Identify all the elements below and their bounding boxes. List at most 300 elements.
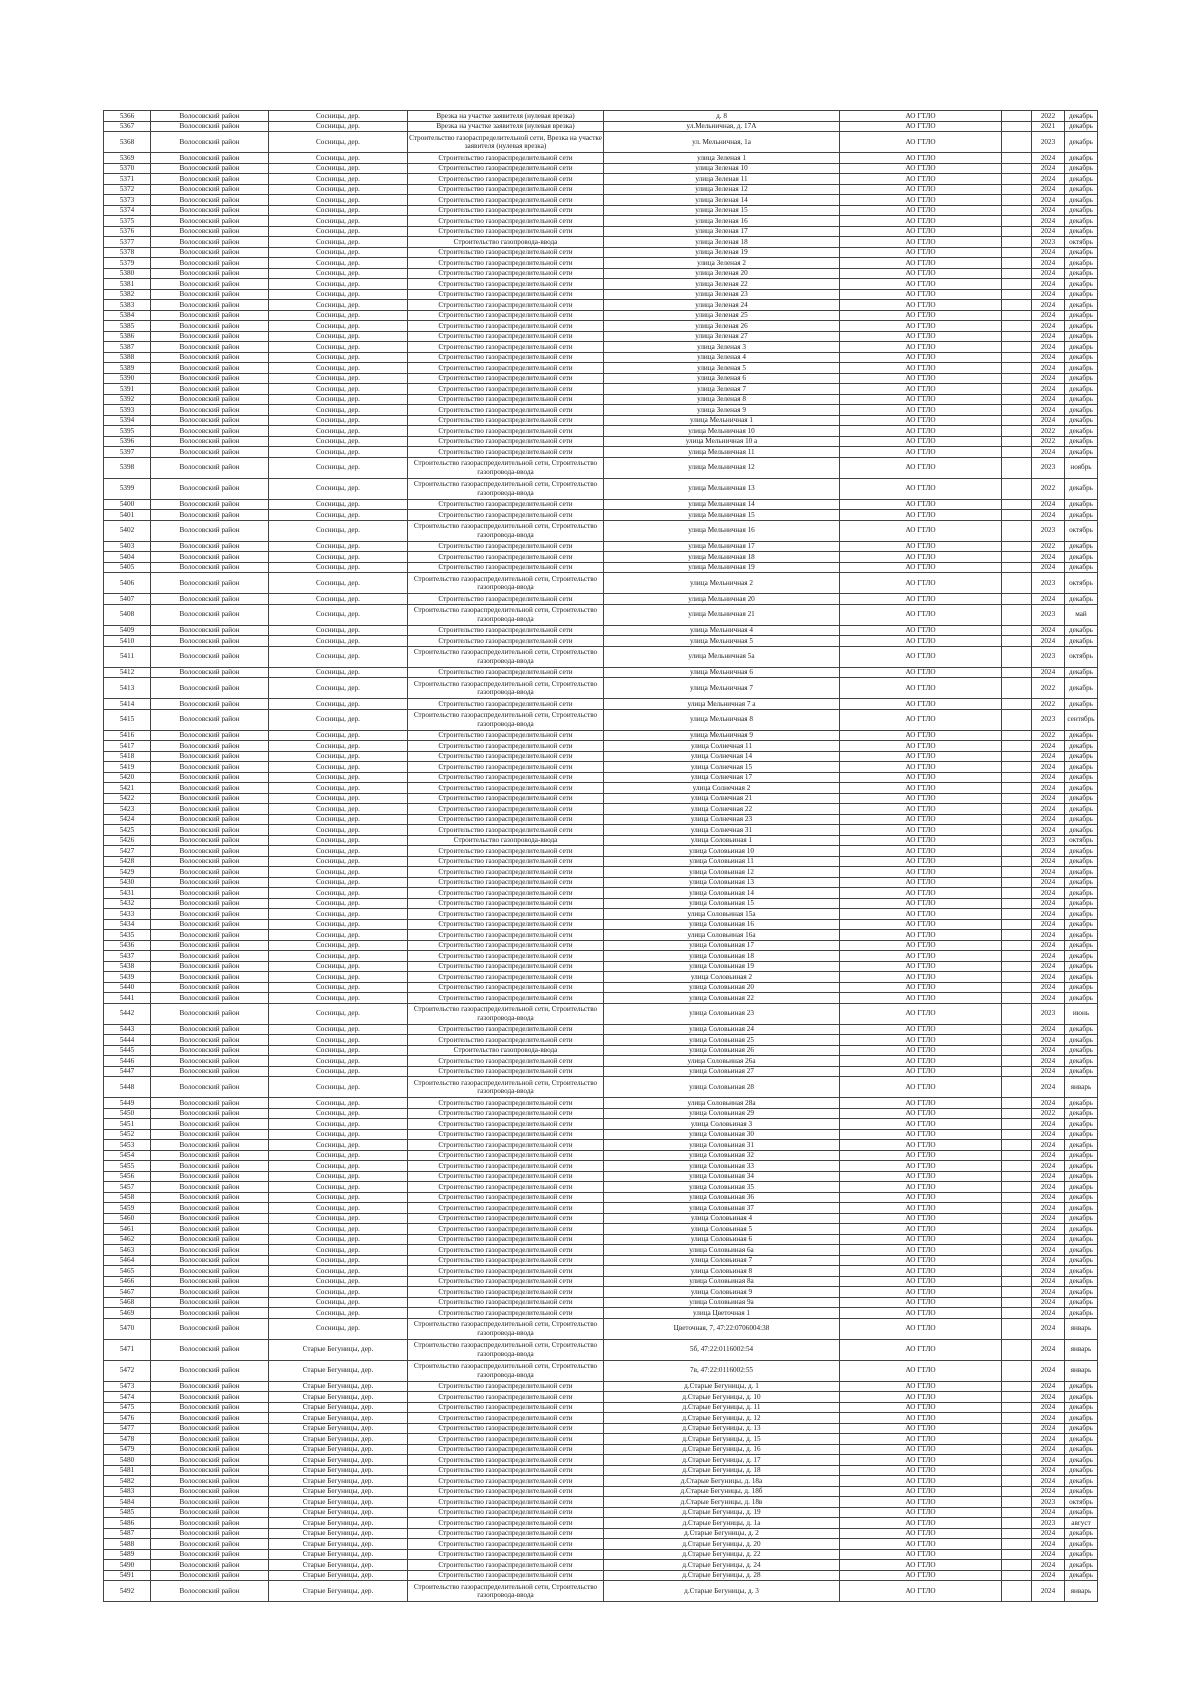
district-cell: Волосовский район xyxy=(151,1129,269,1140)
settlement-cell: Сосницы, дер. xyxy=(269,982,408,993)
row-number-cell: 5406 xyxy=(104,573,151,594)
district-cell: Волосовский район xyxy=(151,1308,269,1319)
address-cell: улица Соловьиная 17 xyxy=(604,940,840,951)
settlement-cell: Сосницы, дер. xyxy=(269,951,408,962)
contractor-cell: АО ГТЛО xyxy=(840,163,1002,174)
month-cell: декабрь xyxy=(1065,394,1098,405)
district-cell: Волосовский район xyxy=(151,699,269,710)
row-number-cell: 5388 xyxy=(104,352,151,363)
year-cell: 2024 xyxy=(1032,1444,1065,1455)
settlement-cell: Сосницы, дер. xyxy=(269,426,408,437)
district-cell: Волосовский район xyxy=(151,300,269,311)
work-type-cell: Строительство газопровода-ввода xyxy=(408,835,604,846)
month-cell: декабрь xyxy=(1065,699,1098,710)
month-cell: декабрь xyxy=(1065,1108,1098,1119)
table-row xyxy=(104,520,1098,541)
table-row xyxy=(104,289,1098,300)
address-cell: улица Соловьиная 28 xyxy=(604,1077,840,1098)
table-row xyxy=(104,835,1098,846)
year-cell: 2024 xyxy=(1032,1392,1065,1403)
year-cell: 2024 xyxy=(1032,1434,1065,1445)
address-cell: д.Старые Бегуницы, д. 18 xyxy=(604,1465,840,1476)
spacer-cell xyxy=(1002,951,1032,962)
settlement-cell: Сосницы, дер. xyxy=(269,846,408,857)
settlement-cell: Сосницы, дер. xyxy=(269,289,408,300)
row-number-cell: 5372 xyxy=(104,184,151,195)
row-number-cell: 5431 xyxy=(104,888,151,899)
district-cell: Волосовский район xyxy=(151,1497,269,1508)
table-row xyxy=(104,1192,1098,1203)
address-cell: улица Зеленая 6 xyxy=(604,373,840,384)
table-row xyxy=(104,982,1098,993)
year-cell: 2024 xyxy=(1032,300,1065,311)
contractor-cell: АО ГТЛО xyxy=(840,877,1002,888)
year-cell: 2024 xyxy=(1032,856,1065,867)
year-cell: 2023 xyxy=(1032,835,1065,846)
district-cell: Волосовский район xyxy=(151,1570,269,1581)
month-cell: декабрь xyxy=(1065,1402,1098,1413)
spacer-cell xyxy=(1002,1045,1032,1056)
spacer-cell xyxy=(1002,825,1032,836)
contractor-cell: АО ГТЛО xyxy=(840,1098,1002,1109)
work-type-cell: Строительство газораспределительной сети, Строительство газопровода-ввода xyxy=(408,1077,604,1098)
spacer-cell xyxy=(1002,352,1032,363)
work-type-cell: Строительство газораспределительной сети, Строительство газопровода-ввода xyxy=(408,573,604,594)
contractor-cell: АО ГТЛО xyxy=(840,1360,1002,1381)
spacer-cell xyxy=(1002,163,1032,174)
settlement-cell: Сосницы, дер. xyxy=(269,237,408,248)
month-cell: декабрь xyxy=(1065,1182,1098,1193)
month-cell: декабрь xyxy=(1065,1056,1098,1067)
work-type-cell: Строительство газораспределительной сети xyxy=(408,1213,604,1224)
district-cell: Волосовский район xyxy=(151,1161,269,1172)
settlement-cell: Сосницы, дер. xyxy=(269,562,408,573)
district-cell: Волосовский район xyxy=(151,1297,269,1308)
contractor-cell: АО ГТЛО xyxy=(840,1045,1002,1056)
address-cell: улица Соловьиная 8а xyxy=(604,1276,840,1287)
settlement-cell: Сосницы, дер. xyxy=(269,1276,408,1287)
year-cell: 2022 xyxy=(1032,1108,1065,1119)
year-cell: 2024 xyxy=(1032,499,1065,510)
table-row xyxy=(104,1108,1098,1119)
year-cell: 2024 xyxy=(1032,741,1065,752)
year-cell: 2024 xyxy=(1032,1182,1065,1193)
table-row xyxy=(104,1098,1098,1109)
spacer-cell xyxy=(1002,174,1032,185)
month-cell: декабрь xyxy=(1065,1528,1098,1539)
contractor-cell: АО ГТЛО xyxy=(840,1213,1002,1224)
work-type-cell: Строительство газораспределительной сети xyxy=(408,1129,604,1140)
address-cell: д.Старые Бегуницы, д. 24 xyxy=(604,1560,840,1571)
spacer-cell xyxy=(1002,667,1032,678)
address-cell: д.Старые Бегуницы, д. 10 xyxy=(604,1392,840,1403)
year-cell: 2024 xyxy=(1032,972,1065,983)
month-cell: декабрь xyxy=(1065,174,1098,185)
district-cell: Волосовский район xyxy=(151,1140,269,1151)
district-cell: Волосовский район xyxy=(151,594,269,605)
spacer-cell xyxy=(1002,541,1032,552)
work-type-cell: Строительство газораспределительной сети xyxy=(408,1098,604,1109)
month-cell: декабрь xyxy=(1065,1392,1098,1403)
address-cell: улица Соловьиная 3 xyxy=(604,1119,840,1130)
contractor-cell: АО ГТЛО xyxy=(840,1056,1002,1067)
settlement-cell: Старые Бегуницы, дер. xyxy=(269,1518,408,1529)
year-cell: 2024 xyxy=(1032,762,1065,773)
contractor-cell: АО ГТЛО xyxy=(840,1581,1002,1602)
year-cell: 2024 xyxy=(1032,898,1065,909)
work-type-cell: Строительство газораспределительной сети xyxy=(408,772,604,783)
year-cell: 2024 xyxy=(1032,772,1065,783)
year-cell: 2023 xyxy=(1032,1003,1065,1024)
row-number-cell: 5456 xyxy=(104,1171,151,1182)
table-row xyxy=(104,426,1098,437)
table-row xyxy=(104,321,1098,332)
work-type-cell: Строительство газораспределительной сети xyxy=(408,1539,604,1550)
table-row xyxy=(104,132,1098,153)
row-number-cell: 5371 xyxy=(104,174,151,185)
address-cell: улица Солнечная 2 xyxy=(604,783,840,794)
district-cell: Волосовский район xyxy=(151,415,269,426)
table-row xyxy=(104,1539,1098,1550)
district-cell: Волосовский район xyxy=(151,1465,269,1476)
gasification-table xyxy=(103,110,1098,1602)
work-type-cell: Строительство газораспределительной сети xyxy=(408,867,604,878)
district-cell: Волосовский район xyxy=(151,331,269,342)
month-cell: декабрь xyxy=(1065,331,1098,342)
contractor-cell: АО ГТЛО xyxy=(840,846,1002,857)
address-cell: улица Соловьиная 15 xyxy=(604,898,840,909)
month-cell: декабрь xyxy=(1065,772,1098,783)
row-number-cell: 5418 xyxy=(104,751,151,762)
address-cell: д.Старые Бегуницы, д. 18в xyxy=(604,1497,840,1508)
month-cell: декабрь xyxy=(1065,268,1098,279)
work-type-cell: Строительство газораспределительной сети xyxy=(408,594,604,605)
address-cell: улица Соловьиная 26а xyxy=(604,1056,840,1067)
contractor-cell: АО ГТЛО xyxy=(840,1108,1002,1119)
spacer-cell xyxy=(1002,363,1032,374)
spacer-cell xyxy=(1002,1455,1032,1466)
table-row xyxy=(104,331,1098,342)
table-row xyxy=(104,1224,1098,1235)
contractor-cell: АО ГТЛО xyxy=(840,1381,1002,1392)
contractor-cell: АО ГТЛО xyxy=(840,1245,1002,1256)
work-type-cell: Строительство газораспределительной сети xyxy=(408,982,604,993)
work-type-cell: Строительство газораспределительной сети xyxy=(408,247,604,258)
table-row xyxy=(104,153,1098,164)
table-row xyxy=(104,1518,1098,1529)
contractor-cell: АО ГТЛО xyxy=(840,132,1002,153)
work-type-cell: Строительство газораспределительной сети xyxy=(408,415,604,426)
spacer-cell xyxy=(1002,247,1032,258)
table-row xyxy=(104,804,1098,815)
address-cell: улица Мельничная 8 xyxy=(604,709,840,730)
address-cell: улица Зеленая 23 xyxy=(604,289,840,300)
work-type-cell: Строительство газораспределительной сети xyxy=(408,174,604,185)
year-cell: 2024 xyxy=(1032,1581,1065,1602)
work-type-cell: Строительство газораспределительной сети xyxy=(408,730,604,741)
table-row xyxy=(104,1077,1098,1098)
month-cell: декабрь xyxy=(1065,321,1098,332)
document-page xyxy=(103,110,1094,1602)
spacer-cell xyxy=(1002,1507,1032,1518)
row-number-cell: 5455 xyxy=(104,1161,151,1172)
year-cell: 2024 xyxy=(1032,279,1065,290)
row-number-cell: 5395 xyxy=(104,426,151,437)
month-cell: декабрь xyxy=(1065,1455,1098,1466)
district-cell: Волосовский район xyxy=(151,457,269,478)
settlement-cell: Сосницы, дер. xyxy=(269,888,408,899)
table-row xyxy=(104,268,1098,279)
month-cell: декабрь xyxy=(1065,1129,1098,1140)
settlement-cell: Сосницы, дер. xyxy=(269,216,408,227)
table-row xyxy=(104,1255,1098,1266)
settlement-cell: Старые Бегуницы, дер. xyxy=(269,1465,408,1476)
year-cell: 2024 xyxy=(1032,415,1065,426)
year-cell: 2024 xyxy=(1032,636,1065,647)
spacer-cell xyxy=(1002,1129,1032,1140)
work-type-cell: Строительство газораспределительной сети xyxy=(408,258,604,269)
address-cell: д.Старые Бегуницы, д. 1а xyxy=(604,1518,840,1529)
table-row xyxy=(104,1476,1098,1487)
year-cell: 2024 xyxy=(1032,1045,1065,1056)
table-row xyxy=(104,972,1098,983)
work-type-cell: Строительство газораспределительной сети xyxy=(408,1476,604,1487)
contractor-cell: АО ГТЛО xyxy=(840,1402,1002,1413)
contractor-cell: АО ГТЛО xyxy=(840,730,1002,741)
contractor-cell: АО ГТЛО xyxy=(840,562,1002,573)
district-cell: Волосовский район xyxy=(151,562,269,573)
address-cell: улица Мельничная 19 xyxy=(604,562,840,573)
table-row xyxy=(104,741,1098,752)
work-type-cell: Строительство газораспределительной сети xyxy=(408,1108,604,1119)
table-row xyxy=(104,1392,1098,1403)
settlement-cell: Сосницы, дер. xyxy=(269,541,408,552)
month-cell: декабрь xyxy=(1065,1381,1098,1392)
district-cell: Волосовский район xyxy=(151,751,269,762)
address-cell: улица Соловьиная 33 xyxy=(604,1161,840,1172)
contractor-cell: АО ГТЛО xyxy=(840,867,1002,878)
contractor-cell: АО ГТЛО xyxy=(840,1287,1002,1298)
table-row xyxy=(104,961,1098,972)
year-cell: 2024 xyxy=(1032,1539,1065,1550)
work-type-cell: Строительство газораспределительной сети xyxy=(408,1066,604,1077)
year-cell: 2024 xyxy=(1032,1234,1065,1245)
settlement-cell: Сосницы, дер. xyxy=(269,457,408,478)
month-cell: декабрь xyxy=(1065,804,1098,815)
contractor-cell: АО ГТЛО xyxy=(840,909,1002,920)
address-cell: д.Старые Бегуницы, д. 12 xyxy=(604,1413,840,1424)
settlement-cell: Сосницы, дер. xyxy=(269,1318,408,1339)
contractor-cell: АО ГТЛО xyxy=(840,289,1002,300)
district-cell: Волосовский район xyxy=(151,1182,269,1193)
settlement-cell: Сосницы, дер. xyxy=(269,321,408,332)
settlement-cell: Сосницы, дер. xyxy=(269,1003,408,1024)
table-row xyxy=(104,1549,1098,1560)
year-cell: 2024 xyxy=(1032,1150,1065,1161)
row-number-cell: 5453 xyxy=(104,1140,151,1151)
contractor-cell: АО ГТЛО xyxy=(840,741,1002,752)
settlement-cell: Сосницы, дер. xyxy=(269,709,408,730)
settlement-cell: Сосницы, дер. xyxy=(269,1035,408,1046)
year-cell: 2024 xyxy=(1032,1266,1065,1277)
spacer-cell xyxy=(1002,1056,1032,1067)
settlement-cell: Сосницы, дер. xyxy=(269,1098,408,1109)
contractor-cell: АО ГТЛО xyxy=(840,940,1002,951)
year-cell: 2024 xyxy=(1032,1381,1065,1392)
address-cell: улица Зеленая 7 xyxy=(604,384,840,395)
month-cell: декабрь xyxy=(1065,751,1098,762)
table-row xyxy=(104,730,1098,741)
table-row xyxy=(104,1245,1098,1256)
settlement-cell: Сосницы, дер. xyxy=(269,1119,408,1130)
address-cell: улица Зеленая 4 xyxy=(604,352,840,363)
settlement-cell: Сосницы, дер. xyxy=(269,121,408,132)
settlement-cell: Сосницы, дер. xyxy=(269,1066,408,1077)
month-cell: декабрь xyxy=(1065,289,1098,300)
table-body xyxy=(104,111,1098,1602)
spacer-cell xyxy=(1002,1339,1032,1360)
work-type-cell: Строительство газораспределительной сети xyxy=(408,667,604,678)
table-row xyxy=(104,1203,1098,1214)
spacer-cell xyxy=(1002,1213,1032,1224)
address-cell: д.Старые Бегуницы, д. 16 xyxy=(604,1444,840,1455)
work-type-cell: Строительство газораспределительной сети xyxy=(408,195,604,206)
work-type-cell: Строительство газораспределительной сети xyxy=(408,426,604,437)
spacer-cell xyxy=(1002,741,1032,752)
work-type-cell: Строительство газораспределительной сети, Строительство газопровода-ввода xyxy=(408,1318,604,1339)
district-cell: Волосовский район xyxy=(151,625,269,636)
contractor-cell: АО ГТЛО xyxy=(840,1570,1002,1581)
month-cell: декабрь xyxy=(1065,153,1098,164)
spacer-cell xyxy=(1002,1434,1032,1445)
month-cell: декабрь xyxy=(1065,447,1098,458)
table-row xyxy=(104,1266,1098,1277)
contractor-cell: АО ГТЛО xyxy=(840,951,1002,962)
work-type-cell: Строительство газораспределительной сети xyxy=(408,1024,604,1035)
spacer-cell xyxy=(1002,384,1032,395)
address-cell: улица Соловьиная 16 xyxy=(604,919,840,930)
table-row xyxy=(104,898,1098,909)
settlement-cell: Сосницы, дер. xyxy=(269,205,408,216)
year-cell: 2024 xyxy=(1032,940,1065,951)
table-row xyxy=(104,1276,1098,1287)
work-type-cell: Строительство газораспределительной сети xyxy=(408,279,604,290)
row-number-cell: 5390 xyxy=(104,373,151,384)
row-number-cell: 5381 xyxy=(104,279,151,290)
year-cell: 2022 xyxy=(1032,541,1065,552)
address-cell: улица Солнечная 15 xyxy=(604,762,840,773)
spacer-cell xyxy=(1002,121,1032,132)
settlement-cell: Старые Бегуницы, дер. xyxy=(269,1381,408,1392)
settlement-cell: Сосницы, дер. xyxy=(269,594,408,605)
row-number-cell: 5459 xyxy=(104,1203,151,1214)
settlement-cell: Сосницы, дер. xyxy=(269,1245,408,1256)
district-cell: Волосовский район xyxy=(151,1150,269,1161)
row-number-cell: 5445 xyxy=(104,1045,151,1056)
work-type-cell: Строительство газораспределительной сети xyxy=(408,1035,604,1046)
spacer-cell xyxy=(1002,961,1032,972)
year-cell: 2024 xyxy=(1032,1129,1065,1140)
year-cell: 2024 xyxy=(1032,1245,1065,1256)
year-cell: 2024 xyxy=(1032,1213,1065,1224)
row-number-cell: 5469 xyxy=(104,1308,151,1319)
spacer-cell xyxy=(1002,1423,1032,1434)
year-cell: 2024 xyxy=(1032,783,1065,794)
settlement-cell: Сосницы, дер. xyxy=(269,573,408,594)
contractor-cell: АО ГТЛО xyxy=(840,153,1002,164)
row-number-cell: 5414 xyxy=(104,699,151,710)
row-number-cell: 5417 xyxy=(104,741,151,752)
contractor-cell: АО ГТЛО xyxy=(840,247,1002,258)
address-cell: улица Мельничная 7 xyxy=(604,678,840,699)
contractor-cell: АО ГТЛО xyxy=(840,1507,1002,1518)
spacer-cell xyxy=(1002,237,1032,248)
row-number-cell: 5409 xyxy=(104,625,151,636)
spacer-cell xyxy=(1002,1297,1032,1308)
work-type-cell: Строительство газораспределительной сети xyxy=(408,1570,604,1581)
row-number-cell: 5432 xyxy=(104,898,151,909)
district-cell: Волосовский район xyxy=(151,1381,269,1392)
address-cell: улица Соловьиная 25 xyxy=(604,1035,840,1046)
table-row xyxy=(104,1297,1098,1308)
work-type-cell: Строительство газораспределительной сети xyxy=(408,1455,604,1466)
work-type-cell: Строительство газораспределительной сети xyxy=(408,1119,604,1130)
settlement-cell: Сосницы, дер. xyxy=(269,384,408,395)
district-cell: Волосовский район xyxy=(151,1024,269,1035)
contractor-cell: АО ГТЛО xyxy=(840,1486,1002,1497)
year-cell: 2024 xyxy=(1032,258,1065,269)
settlement-cell: Сосницы, дер. xyxy=(269,1234,408,1245)
contractor-cell: АО ГТЛО xyxy=(840,436,1002,447)
contractor-cell: АО ГТЛО xyxy=(840,1528,1002,1539)
row-number-cell: 5368 xyxy=(104,132,151,153)
month-cell: декабрь xyxy=(1065,510,1098,521)
month-cell: октябрь xyxy=(1065,646,1098,667)
settlement-cell: Сосницы, дер. xyxy=(269,961,408,972)
district-cell: Волосовский район xyxy=(151,867,269,878)
address-cell: улица Мельничная 13 xyxy=(604,478,840,499)
table-row xyxy=(104,1287,1098,1298)
month-cell: декабрь xyxy=(1065,1276,1098,1287)
contractor-cell: АО ГТЛО xyxy=(840,1182,1002,1193)
spacer-cell xyxy=(1002,573,1032,594)
contractor-cell: АО ГТЛО xyxy=(840,478,1002,499)
work-type-cell: Строительство газораспределительной сети, Строительство газопровода-ввода xyxy=(408,457,604,478)
row-number-cell: 5439 xyxy=(104,972,151,983)
district-cell: Волосовский район xyxy=(151,1171,269,1182)
row-number-cell: 5413 xyxy=(104,678,151,699)
month-cell: декабрь xyxy=(1065,783,1098,794)
row-number-cell: 5449 xyxy=(104,1098,151,1109)
spacer-cell xyxy=(1002,909,1032,920)
row-number-cell: 5441 xyxy=(104,993,151,1004)
work-type-cell: Строительство газораспределительной сети xyxy=(408,1203,604,1214)
settlement-cell: Сосницы, дер. xyxy=(269,667,408,678)
row-number-cell: 5384 xyxy=(104,310,151,321)
contractor-cell: АО ГТЛО xyxy=(840,762,1002,773)
contractor-cell: АО ГТЛО xyxy=(840,1119,1002,1130)
year-cell: 2024 xyxy=(1032,1224,1065,1235)
work-type-cell: Строительство газораспределительной сети xyxy=(408,1224,604,1235)
work-type-cell: Строительство газораспределительной сети xyxy=(408,898,604,909)
year-cell: 2022 xyxy=(1032,678,1065,699)
table-row xyxy=(104,1381,1098,1392)
address-cell: улица Соловьиная 29 xyxy=(604,1108,840,1119)
address-cell: улица Зеленая 8 xyxy=(604,394,840,405)
month-cell: декабрь xyxy=(1065,111,1098,122)
work-type-cell: Строительство газораспределительной сети xyxy=(408,699,604,710)
month-cell: декабрь xyxy=(1065,1098,1098,1109)
